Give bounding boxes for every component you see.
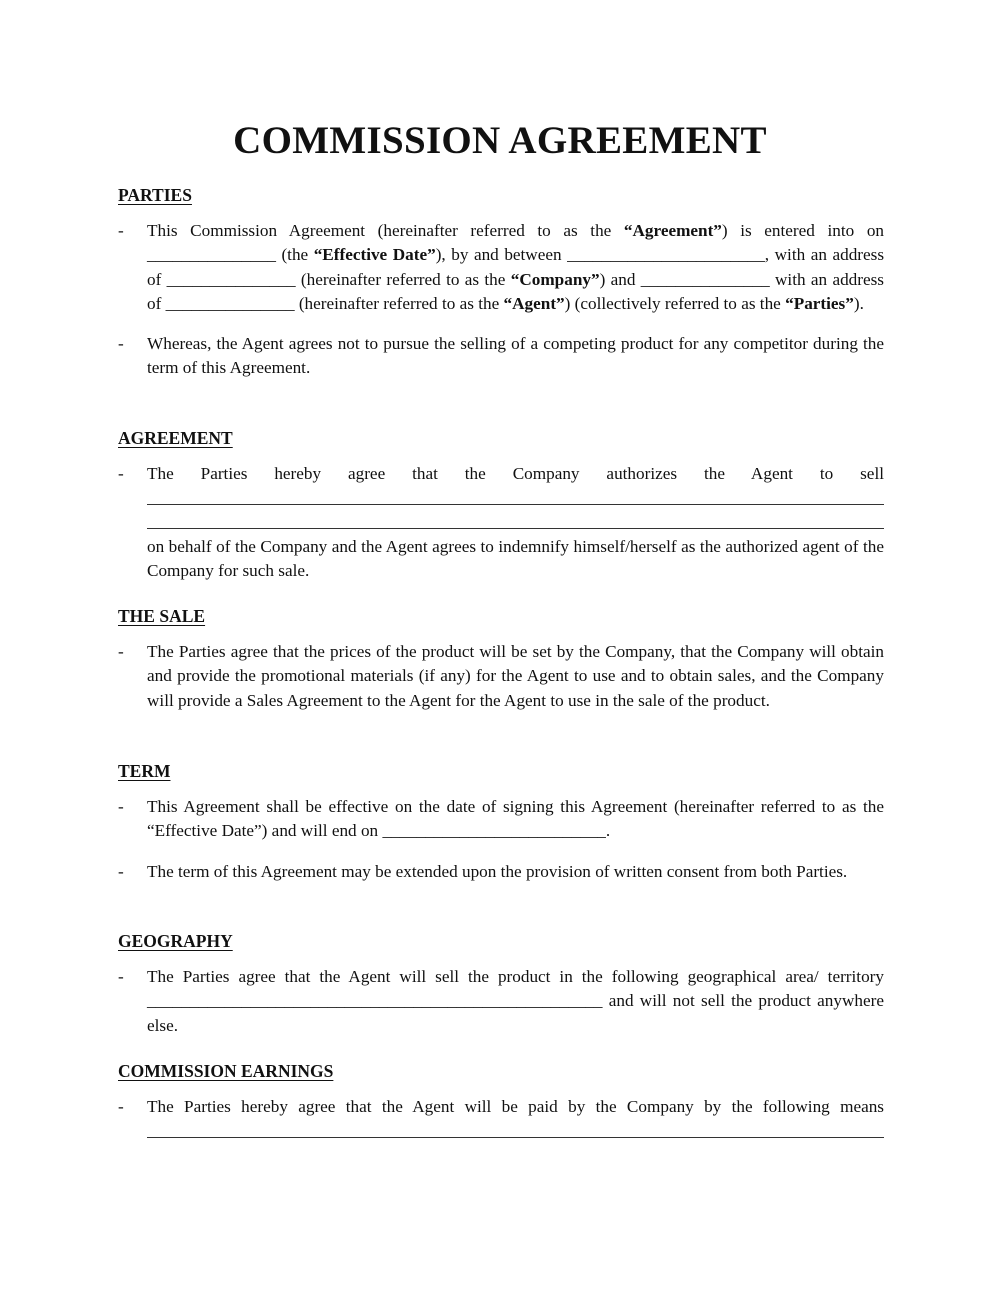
bullet-dash: - (118, 861, 124, 881)
list-item (118, 1095, 884, 1144)
list-item (118, 795, 884, 844)
section-commission (118, 1060, 884, 1144)
section-heading-commission: COMMISSION EARNINGS (118, 1061, 334, 1081)
list-item (118, 965, 884, 1038)
bullet-dash: - (118, 1097, 124, 1116)
section-term (118, 760, 884, 884)
blank-field: _______________ (166, 269, 296, 289)
bullet-dash: - (118, 464, 124, 483)
section-heading-sale: THE SALE (118, 606, 206, 626)
paragraph-text: This Commission Agreement (hereinafter referred to as the “Agreement”) is entered into on _______________ (the “Effective Date”), by and between _______________________, with an address of _______________ (hereinafter referred to as the “Company”) and _______________ with an address of _______________ (hereinafter referred to as the “Agent”) (collectively referred to as the “Parties”). (147, 221, 885, 313)
section-heading-agreement: AGREEMENT (118, 428, 233, 448)
list-item (118, 462, 884, 583)
list-item (118, 219, 884, 316)
bullet-dash: - (118, 967, 124, 986)
section-heading-parties: PARTIES (118, 185, 192, 205)
blank-line (147, 480, 884, 504)
blank-field: _____________________________________________________ (147, 991, 603, 1011)
blank-field: _______________ (165, 293, 295, 313)
section-geography (118, 930, 884, 1038)
paragraph-text: This Agreement shall be effective on the date of signing this Agreement (hereinafter referred to as the “Effective Date”) and will end on __________________________. (147, 797, 884, 841)
paragraph-text: The Parties hereby agree that the Agent will be paid by the Company by the following means (147, 1097, 884, 1116)
bullet-dash: - (118, 221, 124, 240)
paragraph-text: The Parties hereby agree that the Company authorizes the Agent to sell (147, 464, 884, 483)
section-heading-term: TERM (118, 761, 171, 781)
section-parties (118, 184, 884, 381)
list-item (118, 860, 884, 884)
section-heading-geography: GEOGRAPHY (118, 931, 233, 951)
document-title: COMMISSION AGREEMENT (233, 119, 767, 162)
list-item (118, 640, 884, 713)
blank-field: _______________ (147, 245, 276, 265)
blank-field: _______________ (640, 269, 770, 289)
section-sale (118, 605, 884, 713)
blank-field: __________________________ (382, 821, 606, 841)
paragraph-text: Whereas, the Agent agrees not to pursue the selling of a competing product for any competitor during the term of this Agreement. (147, 334, 884, 378)
paragraph-text: The term of this Agreement may be extended upon the provision of written consent from both Parties. (147, 861, 848, 881)
section-agreement (118, 427, 884, 583)
blank-line (147, 1113, 884, 1137)
paragraph-text: The Parties agree that the prices of the product will be set by the Company, that the Company will obtain and provide the promotional materials (if any) for the Agent to use and to obtain sales, and the Company will provide a Sales Agreement to the Agent for the Agent to use in the sale of the product. (147, 642, 884, 710)
bullet-dash: - (118, 642, 124, 661)
blank-line (147, 505, 884, 529)
paragraph-text: The Parties agree that the Agent will sell the product in the following geographical area/ territory _____________________________________________________ and will not sell the product anywhere else. (147, 967, 884, 1035)
list-item (118, 332, 884, 381)
bullet-dash: - (118, 334, 124, 354)
blank-field: _______________________ (567, 245, 765, 265)
paragraph-text: on behalf of the Company and the Agent agrees to indemnify himself/herself as the authorized agent of the Company for such sale. (147, 536, 884, 581)
bullet-dash: - (118, 797, 124, 816)
